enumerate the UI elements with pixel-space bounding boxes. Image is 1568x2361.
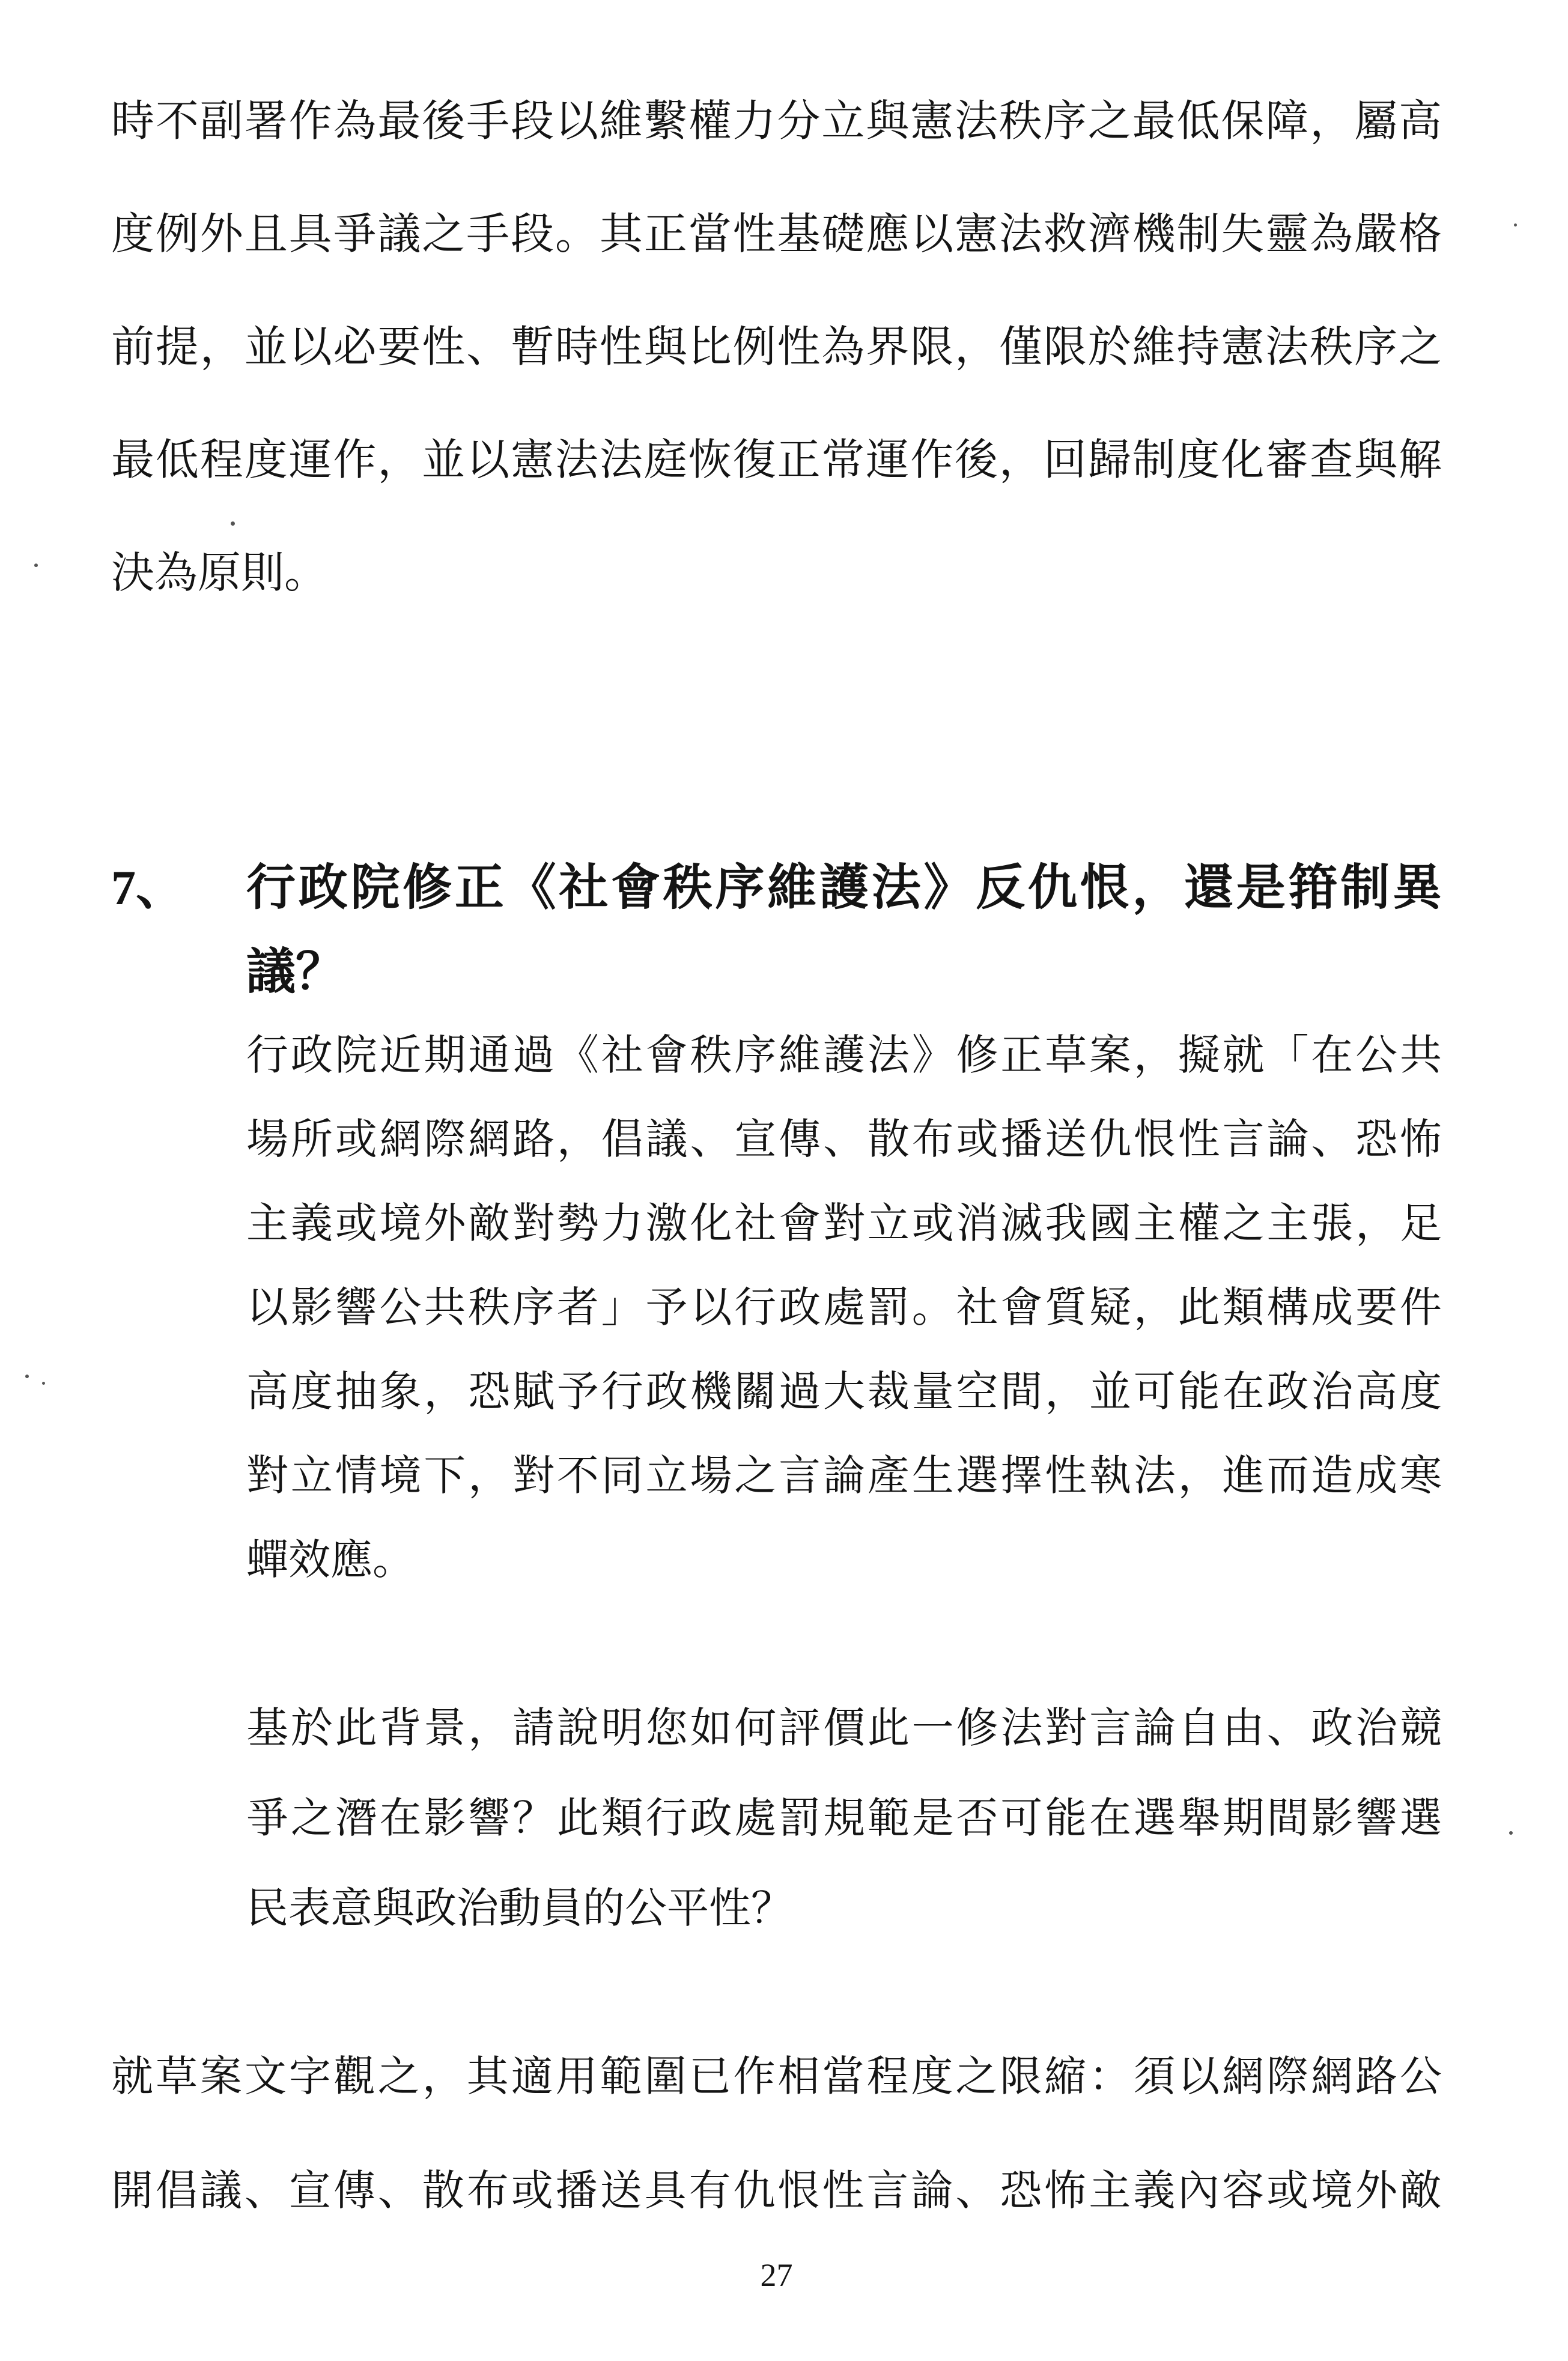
question-paragraph [246, 1014, 1442, 1603]
intro-line: 最低程度運作，並以憲法法庭恢復正常運作後，回歸制度化審查與解 [111, 436, 1442, 484]
prompt-line: 基於此背景，請說明您如何評價此一修法對言論自由、政治競 [246, 1706, 1442, 1752]
intro-line: 度例外且具爭議之手段。其正當性基礎應以憲法救濟機制失靈為嚴格 [111, 210, 1442, 258]
question-line: 行政院近期通過《社會秩序維護法》修正草案，擬就「在公共 [246, 1033, 1442, 1079]
scan-speck [34, 564, 38, 567]
intro-line: 決為原則。 [111, 549, 328, 597]
question-line: 高度抽象，恐賦予行政機關過大裁量空間，並可能在政治高度 [246, 1369, 1442, 1415]
question-line: 蟬效應。 [246, 1537, 415, 1584]
scan-speck [1514, 223, 1517, 226]
scan-speck [25, 1375, 29, 1378]
answer-line: 就草案文字觀之，其適用範圍已作相當程度之限縮：須以網際網路公 [111, 2054, 1442, 2100]
section-title [246, 846, 1442, 1014]
section-heading [111, 846, 1442, 1014]
answer-paragraph [111, 2020, 1442, 2249]
prompt-line: 民表意與政治動員的公平性？ [246, 1886, 793, 1932]
section-title-line: 行政院修正《社會秩序維護法》反仇恨，還是箝制異 [246, 860, 1442, 915]
prompt-paragraph [246, 1684, 1442, 1954]
question-line: 以影響公共秩序者」予以行政處罰。社會質疑，此類構成要件 [246, 1285, 1442, 1331]
question-line: 場所或網際網路，倡議、宣傳、散布或播送仇恨性言論、恐怖 [246, 1117, 1442, 1163]
intro-paragraph [111, 0, 1442, 630]
intro-line: 前提，並以必要性、暫時性與比例性為界限，僅限於維持憲法秩序之 [111, 323, 1442, 371]
prompt-line: 爭之潛在影響？此類行政處罰規範是否可能在選舉期間影響選 [246, 1796, 1442, 1842]
intro-line: 時不副署作為最後手段以維繫權力分立與憲法秩序之最低保障，屬高 [111, 97, 1442, 145]
scan-speck [231, 521, 235, 526]
page-number: 27 [760, 2257, 793, 2293]
question-line: 對立情境下，對不同立場之言論產生選擇性執法，進而造成寒 [246, 1453, 1442, 1500]
answer-line: 開倡議、宣傳、散布或播送具有仇恨性言論、恐怖主義內容或境外敵 [111, 2168, 1442, 2214]
scan-speck [42, 1382, 45, 1385]
section-title-line: 議？ [246, 944, 345, 999]
section-number: 7、 [111, 860, 186, 915]
scan-speck [1509, 1831, 1513, 1835]
question-line: 主義或境外敵對勢力激化社會對立或消滅我國主權之主張，足 [246, 1201, 1442, 1247]
